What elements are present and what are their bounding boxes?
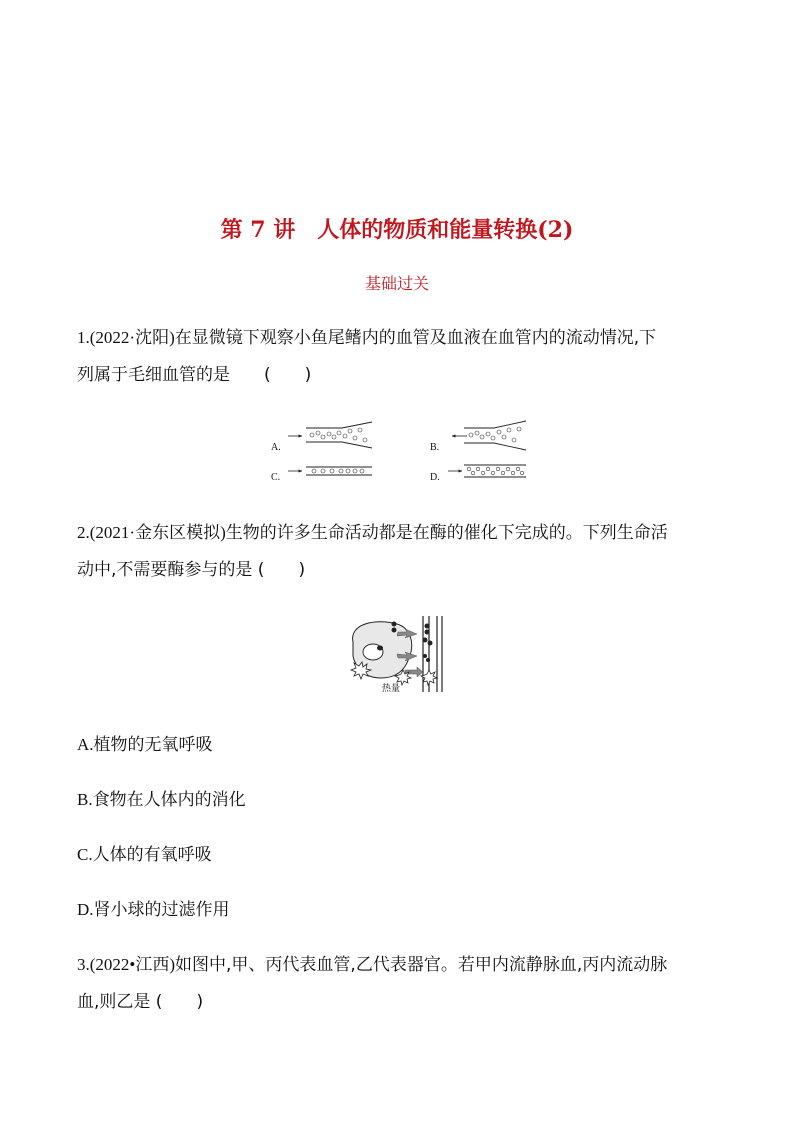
vessel-c-diagram [288,467,372,475]
question-1-number: 1. [77,328,90,347]
question-3-number: 3. [77,955,90,974]
question-2-number: 2. [77,523,90,542]
option-c-text: 人体的有氧呼吸 [92,845,212,865]
cell-respiration-figure [345,612,449,694]
option-b [77,788,246,812]
question-1 [77,319,722,394]
option-d [77,898,230,922]
question-1-line-2: 列属于毛细血管的是 ( ) [77,365,312,385]
option-c-letter: C. [77,845,93,864]
question-2-line-2: 动中,不需要酶参与的是 ( ) [77,560,306,580]
question-1-source: (2022·沈阳) [89,328,175,347]
question-3-line-1 [77,946,722,984]
question-2-stem: 生物的许多生命活动都是在酶的催化下完成的。下列生命活 [225,523,668,543]
question-1-stem: 在显微镜下观察小鱼尾鳍内的血管及血液在血管内的流动情况,下 [174,328,657,348]
option-b-letter: B. [77,790,93,809]
section-heading: 基础过关 [364,274,429,293]
option-b-text: 食物在人体内的消化 [92,790,246,810]
option-a-text: 植物的无氧呼吸 [93,735,213,755]
question-3 [77,946,722,1021]
vessel-b-diagram [452,421,526,450]
question-3-source: (2022•江西) [89,955,176,974]
option-c-label: C. [271,472,281,483]
option-a [77,733,213,757]
option-c [77,843,212,867]
option-a-letter: A. [77,735,94,754]
heat-label: 热量 [382,684,401,694]
option-a-label: A. [271,442,281,453]
option-b-label: B. [430,442,440,453]
question-3-line-2: 血,则乙是 ( ) [77,992,204,1012]
option-d-letter: D. [77,900,94,919]
option-d-label: D. [430,472,440,483]
blood-vessel-figure [262,418,534,490]
question-2-line-1 [77,514,722,552]
question-2 [77,514,722,589]
question-1-line-1 [77,319,722,357]
vessel-d-diagram [448,465,526,477]
option-d-text: 肾小球的过滤作用 [93,900,230,920]
question-3-stem: 如图中,甲、丙代表血管,乙代表器官。若甲内流静脉血,丙内流动脉 [175,955,668,975]
vessel-a-diagram [288,422,372,448]
question-2-source: (2021·金东区模拟) [89,523,226,542]
page-title: 第 7 讲 人体的物质和能量转换(2) [220,217,574,243]
